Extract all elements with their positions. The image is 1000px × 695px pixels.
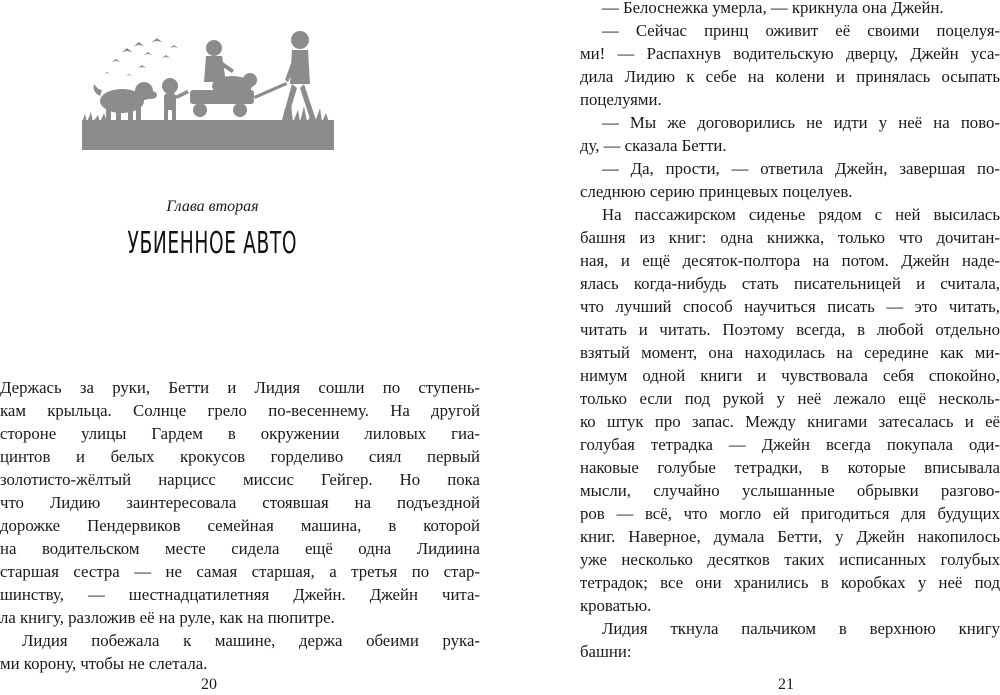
text-line: ялась когда-нибудь стать писательницей и считала, (580, 274, 1000, 293)
text-line: Лидия ткнула пальчиком в верхнюю книгу (602, 619, 1000, 638)
right-page-text (580, 0, 1000, 663)
text-line: нимум одной книги и чувствовала себя спокойно, (580, 366, 1000, 385)
text-line: — Мы же договорились не идти у неё на пово- (602, 113, 1000, 132)
text-line: мысли, случайно услышанные обрывки разгово- (580, 481, 1000, 500)
text-line: книг. Наверное, думала Бетти, у Джейн накопилось (580, 527, 1000, 546)
text-line: тетрадок; все они хранились в коробках у неё под (580, 573, 1000, 592)
text-line: ко штук про запас. Между книгами затесалась и её (580, 412, 1000, 431)
text-line: башни: (580, 642, 632, 661)
text-line: ров — всё, что могло ей пригодиться для будущих (580, 504, 1000, 523)
text-line: дила Лидию к себе на колени и принялась осыпать (580, 67, 1000, 86)
text-line: ная, и ещё десяток-полтора на потом. Джейн наде- (580, 251, 1000, 270)
silhouette-children-dog-wagon-icon (82, 28, 334, 150)
chapter-label: Глава вторая (166, 198, 259, 215)
text-line: взятый момент, она находилась на середине как ми- (580, 343, 1000, 362)
text-line: читать и читать. Поэтому всегда, в любой отдельно (580, 320, 1000, 339)
page-number-right: 21 (778, 676, 794, 693)
text-line: — Да, прости, — ответила Джейн, завершая по- (602, 159, 1000, 178)
text-line: уже несколько десятков таких исписанных голубых (580, 550, 1000, 569)
text-line: только если под рукой у неё лежало ещё несколь- (580, 389, 1000, 408)
text-line: цинтов и белых крокусов горделиво сиял первый (0, 447, 480, 466)
text-line: ми корону, чтобы не слетала. (0, 654, 208, 673)
text-line: дорожке Пендервиков семейная машина, в которой (0, 516, 480, 535)
text-line: что Лидию заинтересовала стоявшая на подъездной (0, 493, 480, 512)
text-line: кам крыльца. Солнце грело по-весеннему. На другой (0, 401, 480, 420)
text-line: стороне улицы Гардем в окружении лиловых гиа- (0, 424, 480, 443)
left-page (0, 0, 480, 695)
left-page-text (0, 376, 480, 675)
text-line: — Сейчас принц оживит её своими поцелуя- (602, 21, 1000, 40)
text-line: Держась за руки, Бетти и Лидия сошли по ступень- (0, 378, 480, 397)
text-line: Лидия побежала к машине, держа обеими рука- (22, 631, 480, 650)
text-line: старшая сестра — не самая старшая, а третья по стар- (0, 562, 480, 581)
chapter-title: УБИЕННОЕ АВТО (127, 226, 298, 261)
text-line: ми! — Распахнув водительскую дверцу, Джейн уса- (580, 44, 1000, 63)
text-line: ду, — сказала Бетти. (580, 136, 727, 155)
text-line: кроватью. (580, 596, 652, 615)
page-number-left: 20 (201, 676, 217, 693)
text-line: На пассажирском сиденье рядом с ней высилась (602, 205, 1000, 224)
right-page (580, 0, 1000, 695)
text-line: золотисто-жёлтый нарцисс миссис Гейгер. Но пока (0, 470, 480, 489)
text-line: что лучший способ научиться писать — это читать, (580, 297, 1000, 316)
text-line: наковые голубые тетрадки, в которые вписывала (580, 458, 1000, 477)
text-line: шинству, — шестнадцатилетняя Джейн. Джейн чита- (0, 585, 480, 604)
text-line: на водительском месте сидела ещё одна Лидиина (0, 539, 480, 558)
text-line: башня из книг: одна книжка, только что дочитан- (580, 228, 1000, 247)
text-line: поцелуями. (580, 90, 662, 109)
text-line: — Белоснежка умерла, — крикнула она Джейн. (602, 0, 944, 17)
text-line: следнюю серию принцевых поцелуев. (580, 182, 853, 201)
text-line: ла книгу, разложив её на руле, как на пюпитре. (0, 608, 335, 627)
text-line: голубая тетрадка — Джейн всегда покупала оди- (580, 435, 1000, 454)
